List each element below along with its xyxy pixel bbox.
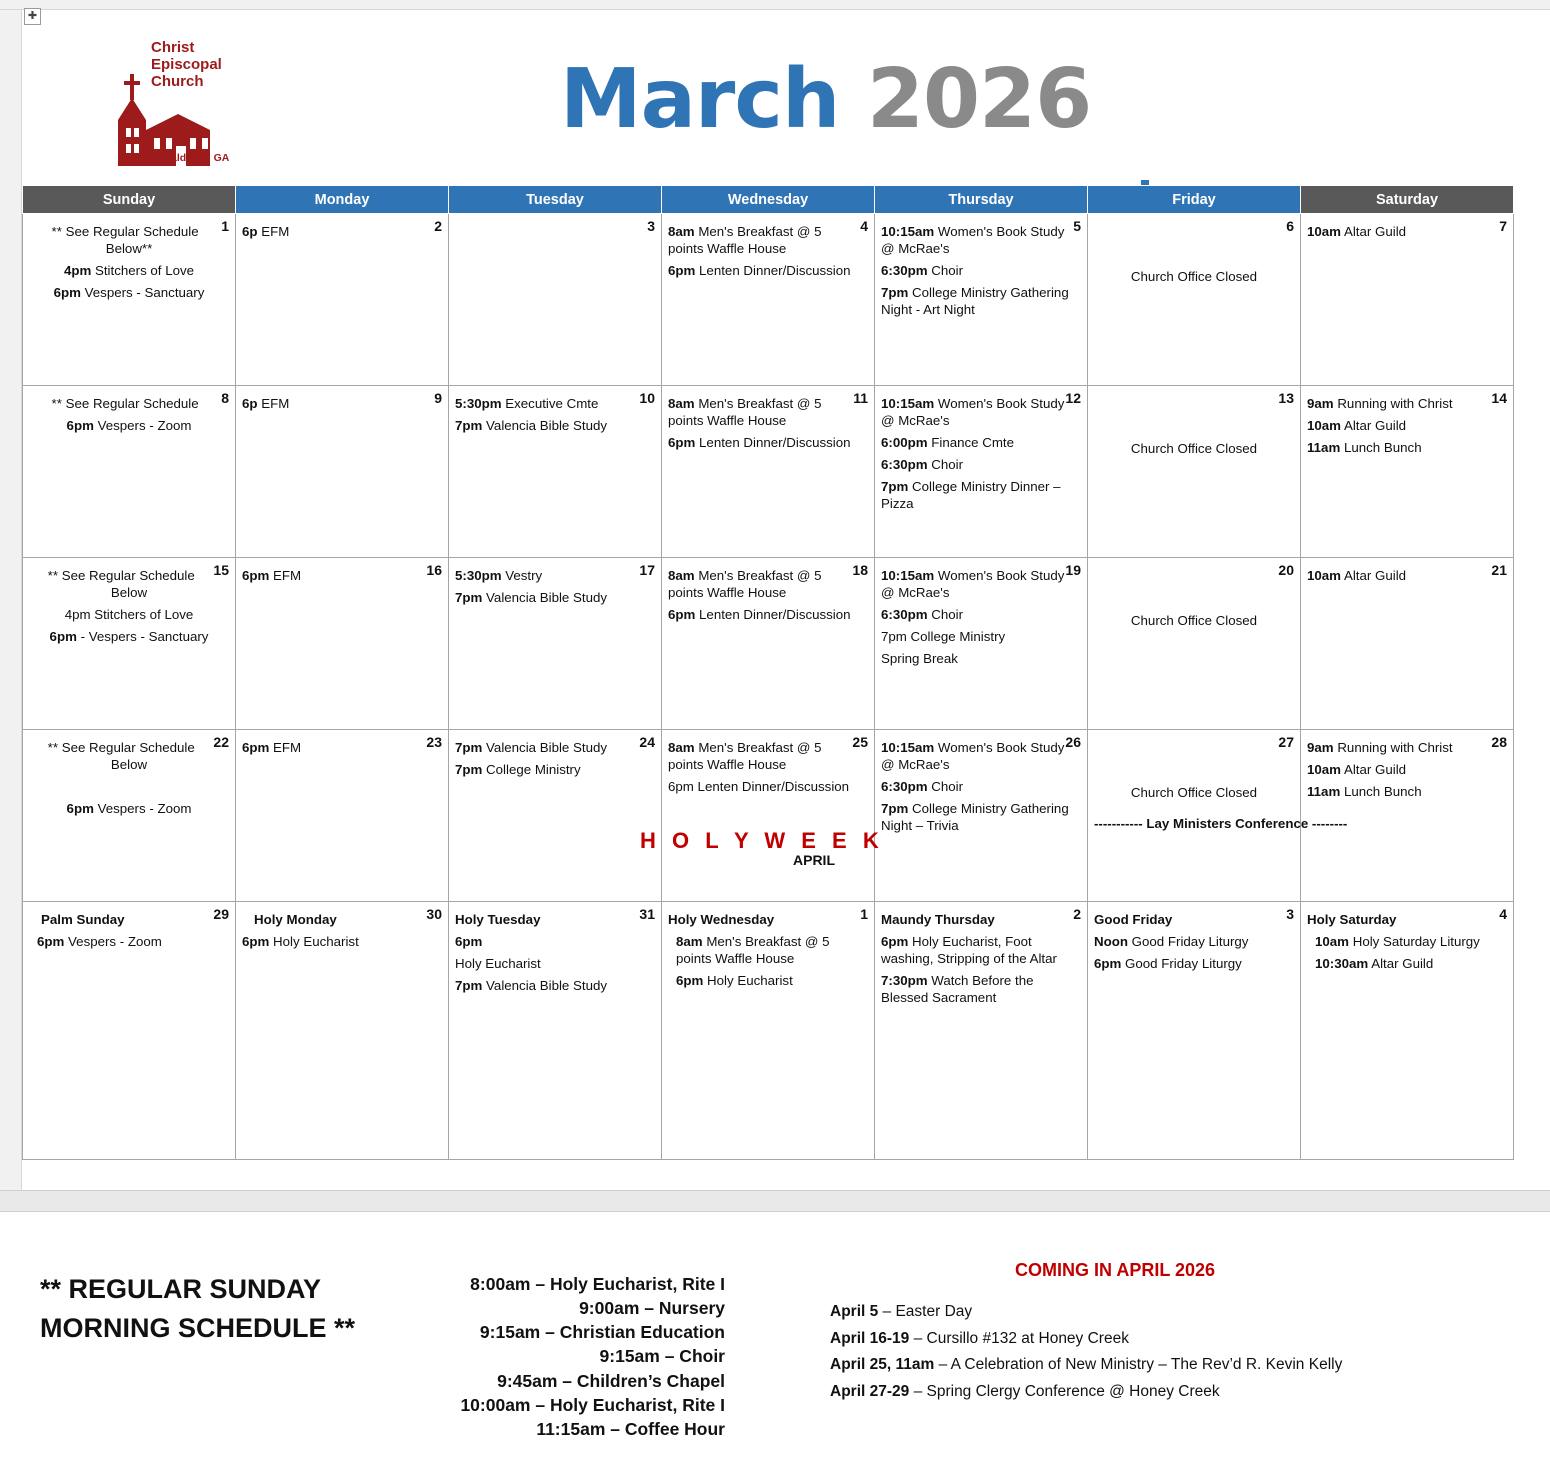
calendar-day-cell[interactable] [1301, 902, 1514, 1160]
page-top-ruler [0, 0, 1550, 10]
schedule-item: 11:15am – Coffee Hour [536, 1418, 725, 1439]
day-number: 12 [1065, 390, 1081, 406]
calendar-day-cell[interactable] [23, 730, 236, 902]
day-number: 5 [1073, 218, 1081, 234]
calendar-day-cell[interactable] [236, 730, 449, 902]
day-number: 18 [852, 562, 868, 578]
day-event: 10:30am Altar Guild [1315, 956, 1434, 972]
day-event: 6pm EFM [242, 740, 302, 755]
day-event: 7pm College Ministry [455, 762, 581, 778]
day-number: 31 [639, 906, 655, 922]
day-event: 11am Lunch Bunch [1307, 784, 1422, 800]
day-event: 6:30pm Choir [881, 779, 964, 795]
day-event: Spring Break [881, 651, 958, 667]
day-event: 8am Men's Breakfast @ 5 points Waffle House [668, 568, 822, 601]
day-number: 30 [426, 906, 442, 922]
schedule-item: 9:00am – Nursery [579, 1298, 725, 1319]
day-event: 9am Running with Christ [1307, 396, 1453, 411]
page-separator-band [0, 1190, 1550, 1212]
day-number: 8 [221, 390, 229, 406]
day-number: 19 [1065, 562, 1081, 578]
calendar-body [23, 214, 1514, 1160]
calendar-day-cell[interactable] [449, 386, 662, 558]
calendar-header-row [23, 186, 1514, 214]
day-event: 10:15am Women's Book Study @ McRae's [881, 568, 1065, 601]
day-number: 13 [1278, 390, 1294, 406]
calendar-day-cell[interactable] [236, 558, 449, 730]
day-number: 15 [213, 562, 229, 578]
schedule-item: 9:15am – Christian Education [479, 1322, 725, 1343]
day-number: 26 [1065, 734, 1081, 750]
day-event [29, 778, 229, 795]
day-event: Church Office Closed [1130, 441, 1258, 456]
day-number: 23 [426, 734, 442, 750]
schedule-item: 8:00am – Holy Eucharist, Rite I [470, 1274, 725, 1294]
weekday-header-tuesday: Tuesday [449, 186, 662, 214]
coming-in-april-heading: COMING IN APRIL 2026 [1015, 1260, 1216, 1280]
calendar-day-cell[interactable] [875, 730, 1088, 902]
day-event: 7pm Valencia Bible Study [455, 740, 608, 755]
day-number: 22 [213, 734, 229, 750]
day-number: 28 [1491, 734, 1507, 750]
day-event: Holy Eucharist [455, 956, 541, 972]
church-logo [104, 32, 254, 172]
calendar-day-cell[interactable] [1088, 386, 1301, 558]
day-number: 27 [1278, 734, 1294, 750]
day-number: 10 [639, 390, 655, 406]
day-event: 6pm Lenten Dinner/Discussion [668, 435, 851, 451]
coming-item: April 5 – Easter Day [830, 1303, 973, 1320]
day-number: 17 [639, 562, 655, 578]
day-number: 3 [647, 218, 655, 234]
day-event: 5:30pm Vestry [455, 568, 543, 583]
day-event: 6:30pm Choir [881, 607, 964, 623]
day-event: 7pm College Ministry Gathering Night - Art Night [881, 285, 1069, 318]
calendar-day-cell[interactable] [449, 558, 662, 730]
day-number: 9 [434, 390, 442, 406]
april-label: APRIL [793, 852, 835, 868]
day-event: 10am Altar Guild [1307, 762, 1407, 778]
calendar-day-cell[interactable] [875, 902, 1088, 1160]
calendar-day-cell[interactable] [662, 386, 875, 558]
calendar-week-row [23, 214, 1514, 386]
day-event: 6pm Vespers - Zoom [66, 418, 192, 434]
day-event: ** See Regular Schedule Below** [51, 224, 199, 257]
day-event: 10am Altar Guild [1307, 224, 1407, 239]
day-event: 10am Holy Saturday Liturgy [1315, 934, 1480, 950]
day-title: Holy Monday [254, 912, 337, 927]
day-event: 6p EFM [242, 224, 290, 239]
day-event: 8am Men's Breakfast @ 5 points Waffle House [668, 740, 822, 773]
page-title [560, 52, 1091, 147]
coming-in-april-section [830, 1260, 1470, 1406]
day-event: 8am Men's Breakfast @ 5 points Waffle House [668, 224, 822, 257]
calendar-day-cell[interactable] [662, 730, 875, 902]
day-event: 6pm Vespers - Sanctuary [53, 285, 205, 301]
calendar-day-cell[interactable] [662, 558, 875, 730]
calendar-day-cell[interactable] [449, 902, 662, 1160]
calendar-day-cell[interactable] [1088, 214, 1301, 386]
day-title: Maundy Thursday [881, 912, 995, 927]
regular-schedule-title: ** REGULAR SUNDAY MORNING SCHEDULE ** [40, 1274, 356, 1344]
day-number: 29 [213, 906, 229, 922]
logo-line-2: Episcopal [151, 55, 222, 73]
day-event: 7pm College Ministry Gathering Night – Trivia [881, 801, 1069, 834]
day-event: ** See Regular Schedule Below [47, 740, 195, 773]
weekday-header-friday: Friday [1088, 186, 1301, 214]
calendar-day-cell[interactable] [662, 214, 875, 386]
day-event: 7pm College Ministry [881, 629, 1006, 645]
calendar-day-cell[interactable] [1301, 558, 1514, 730]
holy-week-banner: H O L Y W E E K [640, 828, 884, 853]
day-number: 3 [1286, 906, 1294, 922]
day-number: 24 [639, 734, 655, 750]
day-event: 6pm Lenten Dinner/Discussion [668, 607, 851, 623]
day-event: 7pm Valencia Bible Study [455, 418, 608, 434]
day-event: 6pm Lenten Dinner/Discussion [668, 263, 851, 279]
calendar-day-cell[interactable] [875, 214, 1088, 386]
lay-ministers-conference-note: ----------- Lay Ministers Conference -------- [1094, 816, 1348, 832]
coming-item: April 16-19 – Cursillo #132 at Honey Creek [830, 1329, 1129, 1347]
calendar-day-cell[interactable] [1301, 386, 1514, 558]
schedule-item: 10:00am – Holy Eucharist, Rite I [460, 1394, 725, 1415]
day-title: Holy Saturday [1307, 912, 1397, 927]
calendar-day-cell[interactable] [23, 902, 236, 1160]
calendar-day-cell[interactable] [662, 902, 875, 1160]
day-event: 10am Altar Guild [1307, 418, 1407, 434]
calendar-week-row [23, 558, 1514, 730]
day-event: 6p EFM [242, 396, 290, 411]
day-event: 6pm Vespers - Zoom [66, 801, 192, 817]
day-title: Good Friday [1094, 912, 1173, 927]
title-month: March [560, 52, 840, 147]
day-event: 11am Lunch Bunch [1307, 440, 1422, 456]
day-title: Holy Tuesday [455, 912, 541, 927]
logo-line-3: Church [151, 72, 204, 90]
day-event: Church Office Closed [1130, 269, 1258, 284]
day-event: 10:15am Women's Book Study @ McRae's [881, 224, 1065, 257]
day-event: ** See Regular Schedule Below [47, 568, 195, 601]
day-event: 8am Men's Breakfast @ 5 points Waffle House [676, 934, 830, 967]
calendar-week-row [23, 386, 1514, 558]
coming-item: April 25, 11am – A Celebration of New Ministry – The Rev’d R. Kevin Kelly [830, 1356, 1343, 1374]
day-number: 21 [1491, 562, 1507, 578]
day-event: 6pm Holy Eucharist [242, 934, 359, 950]
calendar-day-cell[interactable] [23, 386, 236, 558]
schedule-item: 9:45am – Children’s Chapel [497, 1370, 725, 1391]
day-title: Palm Sunday [41, 912, 125, 927]
logo-city: Valdosta, GA [164, 152, 230, 164]
calendar-day-cell[interactable] [236, 902, 449, 1160]
day-number: 20 [1278, 562, 1294, 578]
day-event: 10:15am Women's Book Study @ McRae's [881, 740, 1065, 773]
day-event: 10am Altar Guild [1307, 568, 1407, 583]
day-event: 4pm Stitchers of Love [64, 607, 194, 623]
day-event: 6pm [455, 934, 483, 950]
day-number: 7 [1499, 218, 1507, 234]
weekday-header-monday: Monday [236, 186, 449, 214]
day-event: 6pm Holy Eucharist [676, 973, 793, 989]
day-event: 4pm Stitchers of Love [63, 263, 195, 279]
logo-wordmark [151, 40, 251, 90]
day-title: Holy Wednesday [668, 912, 775, 927]
day-number: 25 [852, 734, 868, 750]
regular-schedule-list [395, 1272, 725, 1441]
calendar-day-cell[interactable] [449, 214, 662, 386]
day-event: 6:30pm Choir [881, 457, 964, 473]
day-event: 6pm Holy Eucharist, Foot washing, Stripping of the Altar [881, 934, 1057, 967]
day-event: Church Office Closed [1130, 613, 1258, 628]
calendar-day-cell[interactable] [1088, 558, 1301, 730]
day-event: 6pm Good Friday Liturgy [1094, 956, 1242, 972]
calendar-week-row [23, 902, 1514, 1160]
day-number: 1 [860, 906, 868, 922]
calendar-day-cell[interactable] [875, 558, 1088, 730]
day-number: 11 [853, 390, 868, 406]
weekday-header-wednesday: Wednesday [662, 186, 875, 214]
day-event: 7pm Valencia Bible Study [455, 978, 608, 994]
day-event: 6pm Vespers - Zoom [37, 934, 162, 950]
day-event: 6pm Lenten Dinner/Discussion [668, 779, 850, 795]
calendar-day-cell[interactable] [449, 730, 662, 902]
coming-item: April 27-29 – Spring Clergy Conference @ Honey Creek [830, 1382, 1220, 1400]
day-event: Noon Good Friday Liturgy [1094, 934, 1249, 950]
day-event: Church Office Closed [1130, 785, 1258, 800]
calendar-day-cell[interactable] [1088, 902, 1301, 1160]
calendar-table [22, 185, 1514, 1160]
day-number: 6 [1286, 218, 1294, 234]
day-number: 4 [1499, 906, 1507, 922]
day-event: 8am Men's Breakfast @ 5 points Waffle House [668, 396, 822, 429]
calendar-day-cell[interactable] [1301, 214, 1514, 386]
day-number: 2 [434, 218, 442, 234]
day-event: ** See Regular Schedule [51, 396, 199, 411]
calendar-week-row [23, 730, 1514, 902]
day-event: 10:15am Women's Book Study @ McRae's [881, 396, 1065, 429]
day-event: 7pm Valencia Bible Study [455, 590, 608, 606]
move-handle-icon[interactable]: ✚ [24, 8, 41, 25]
day-event: 6pm - Vespers - Sanctuary [49, 629, 209, 645]
day-number: 4 [860, 218, 868, 234]
calendar-day-cell[interactable] [1088, 730, 1348, 902]
logo-line-1: Christ [151, 39, 195, 56]
day-event: 6pm EFM [242, 568, 302, 583]
title-year: 2026 [866, 52, 1092, 147]
day-number: 2 [1073, 906, 1081, 922]
day-number: 1 [221, 218, 229, 234]
day-event: 6:00pm Finance Cmte [881, 435, 1015, 451]
day-event: 6:30pm Choir [881, 263, 964, 279]
calendar-day-cell[interactable] [236, 386, 449, 558]
document-header [0, 14, 1550, 174]
day-event: 5:30pm Executive Cmte [455, 396, 599, 411]
weekday-header-saturday: Saturday [1301, 186, 1514, 214]
schedule-item: 9:15am – Choir [599, 1346, 725, 1367]
day-event: 7:30pm Watch Before the Blessed Sacrament [881, 973, 1034, 1006]
weekday-header-sunday: Sunday [23, 186, 236, 214]
day-event: 9am Running with Christ [1307, 740, 1453, 755]
day-number: 16 [426, 562, 442, 578]
page-left-ruler [0, 0, 22, 1190]
calendar-day-cell[interactable] [236, 214, 449, 386]
calendar-day-cell[interactable] [875, 386, 1088, 558]
calendar-day-cell[interactable] [23, 214, 236, 386]
weekday-header-thursday: Thursday [875, 186, 1088, 214]
calendar-day-cell[interactable] [23, 558, 236, 730]
coming-in-april-list [830, 1299, 1470, 1406]
day-number: 14 [1491, 390, 1507, 406]
day-event: 7pm College Ministry Dinner – Pizza [881, 479, 1061, 512]
